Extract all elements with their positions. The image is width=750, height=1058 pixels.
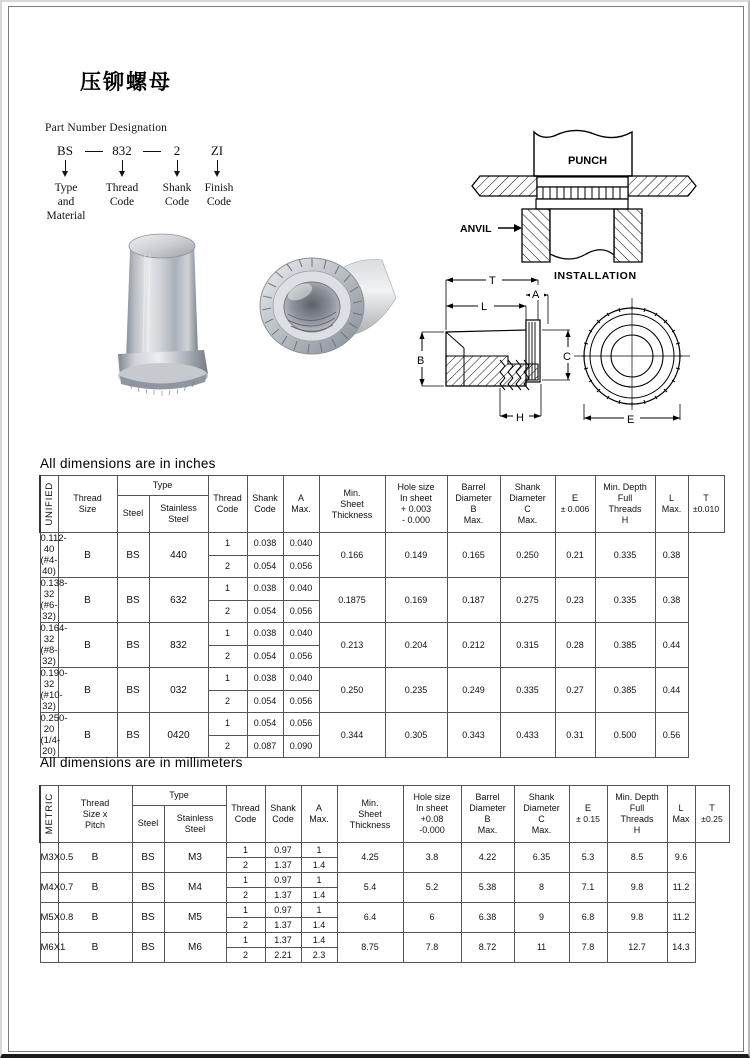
cell-e: 8 <box>514 873 569 903</box>
cell-a-max: 0.038 <box>247 578 283 601</box>
installation-diagram <box>442 114 728 284</box>
label-type-and-material <box>43 181 89 223</box>
cell-a-max: 1.37 <box>265 933 301 948</box>
cell-shank-dia: 0.343 <box>447 713 500 758</box>
table-row <box>40 533 724 556</box>
cell-thread-code: M6 <box>164 933 226 963</box>
cell-a-max: 0.087 <box>247 735 283 758</box>
th-thread-code: Thread Code <box>208 476 247 533</box>
cell-min-sheet: 0.056 <box>283 690 319 713</box>
metric-standard-label <box>40 786 58 843</box>
cell-min-depth: 0.23 <box>555 578 595 623</box>
cell-stainless: BS <box>132 873 164 903</box>
cell-shank-code: 2 <box>226 888 265 903</box>
table-row <box>40 933 729 948</box>
cell-thread-code: 0420 <box>149 713 208 758</box>
cell-shank-code: 2 <box>208 600 247 623</box>
cell-t: 0.44 <box>655 623 688 668</box>
cell-shank-dia: 8.72 <box>461 933 514 963</box>
th-thread-size-pitch: Thread Size x Pitch <box>58 786 132 843</box>
cell-a-max: 0.038 <box>247 533 283 556</box>
label-line: and <box>57 196 75 208</box>
table-row <box>40 668 724 691</box>
cell-thread-code: M4 <box>164 873 226 903</box>
cell-hole-size: 8.75 <box>337 933 403 963</box>
cell-a-max: 0.97 <box>265 873 301 888</box>
arrow-down-icon-type <box>65 160 66 174</box>
code-thread: 832 <box>112 143 132 158</box>
cell-e: 0.335 <box>500 668 555 713</box>
cell-stainless: BS <box>132 933 164 963</box>
table-row <box>40 903 729 918</box>
cell-hole-size: 4.25 <box>337 843 403 873</box>
label-line: Code <box>206 196 232 208</box>
cell-min-depth: 0.31 <box>555 713 595 758</box>
th-min-depth-full-threads: Min. Depth Full Threads H <box>595 476 655 533</box>
th-l: L Max <box>667 786 695 843</box>
cell-e: 6.35 <box>514 843 569 873</box>
cell-l: 0.500 <box>595 713 655 758</box>
product-photo-threaded-bore-nut <box>250 240 398 380</box>
cell-a-max: 0.054 <box>247 713 283 736</box>
cell-min-sheet: 1 <box>301 903 337 918</box>
cell-shank-code: 1 <box>226 873 265 888</box>
cell-barrel-dia: 7.8 <box>403 933 461 963</box>
th-a-max: A Max. <box>283 476 319 533</box>
cell-shank-code: 1 <box>208 713 247 736</box>
table-row <box>40 623 724 646</box>
label-line: Thread <box>105 182 139 194</box>
cell-hole-size: 0.166 <box>319 533 385 578</box>
anvil-label: ANVIL <box>460 223 492 235</box>
th-min-depth-full-threads: Min. Depth Full Threads H <box>607 786 667 843</box>
cell-t: 0.38 <box>655 578 688 623</box>
metric-standard-label-text: METRIC <box>43 793 55 835</box>
cell-thread-code: M3 <box>164 843 226 873</box>
dim-label-L: L <box>481 301 488 313</box>
th-l: L Max. <box>655 476 688 533</box>
label-line: Material <box>46 210 86 222</box>
cell-hole-size: 0.344 <box>319 713 385 758</box>
cell-a-max: 0.038 <box>247 668 283 691</box>
part-number-code-row <box>45 143 275 160</box>
cell-shank-dia: 0.212 <box>447 623 500 668</box>
code-finish: ZI <box>210 143 224 158</box>
dim-label-C: C <box>563 351 571 363</box>
cell-t: 0.56 <box>655 713 688 758</box>
cell-l: 0.385 <box>595 623 655 668</box>
cell-a-max: 1.37 <box>265 918 301 933</box>
cell-shank-code: 2 <box>208 735 247 758</box>
th-t: T ±0.25 <box>695 786 729 843</box>
cell-l: 0.335 <box>595 533 655 578</box>
cell-barrel-dia: 5.2 <box>403 873 461 903</box>
cell-e: 11 <box>514 933 569 963</box>
cell-min-depth: 5.3 <box>569 843 607 873</box>
th-shank-code: Shank Code <box>265 786 301 843</box>
label-line: Finish <box>204 182 234 194</box>
cell-shank-code: 1 <box>208 578 247 601</box>
th-shank-code: Shank Code <box>247 476 283 533</box>
cell-t: 11.2 <box>667 873 695 903</box>
table-row <box>40 578 724 601</box>
cell-barrel-dia: 0.149 <box>385 533 447 578</box>
cell-stainless: BS <box>117 578 149 623</box>
th-thread-size: Thread Size <box>58 476 117 533</box>
table-row <box>40 873 729 888</box>
th-barrel-diameter: Barrel Diameter B Max. <box>447 476 500 533</box>
cell-t: 14.3 <box>667 933 695 963</box>
cell-thread-code: 832 <box>149 623 208 668</box>
cell-thread-size: 0.164-32 (#8-32) <box>40 623 68 667</box>
cell-min-sheet: 1 <box>301 843 337 858</box>
code-type-material: BS <box>57 143 73 158</box>
code-shank: 2 <box>173 143 181 158</box>
cell-t: 0.38 <box>655 533 688 578</box>
metric-table-body <box>40 843 729 963</box>
label-shank-code <box>154 181 200 209</box>
cell-t: 9.6 <box>667 843 695 873</box>
th-steel: Steel <box>132 805 164 842</box>
cell-thread-size: M4X0.7 <box>40 873 58 903</box>
cell-shank-code: 2 <box>208 555 247 578</box>
cell-shank-dia: 4.22 <box>461 843 514 873</box>
cell-a-max: 0.054 <box>247 645 283 668</box>
th-stainless-steel: Stainless Steel <box>164 805 226 842</box>
th-thread-code: Thread Code <box>226 786 265 843</box>
cell-e: 0.433 <box>500 713 555 758</box>
cell-shank-code: 2 <box>226 918 265 933</box>
cell-a-max: 0.054 <box>247 690 283 713</box>
cell-min-sheet: 1.4 <box>301 918 337 933</box>
cell-stainless: BS <box>117 668 149 713</box>
cell-thread-size: 0.190-32 (#10-32) <box>40 668 68 712</box>
th-a-max: A Max. <box>301 786 337 843</box>
dim-label-T: T <box>489 275 496 287</box>
inch-header-row-1 <box>40 476 724 496</box>
th-shank-diameter: Shank Diameter C Max. <box>514 786 569 843</box>
cell-a-max: 1.37 <box>265 888 301 903</box>
cell-min-depth: 7.8 <box>569 933 607 963</box>
cell-min-depth: 0.27 <box>555 668 595 713</box>
table-row <box>40 843 729 858</box>
cell-stainless: BS <box>132 903 164 933</box>
cell-min-sheet: 1.4 <box>301 858 337 873</box>
cell-min-depth: 7.1 <box>569 873 607 903</box>
th-hole-size: Hole size In sheet + 0.003 - 0.000 <box>385 476 447 533</box>
part-number-designation-heading: Part Number Designation <box>45 122 168 134</box>
label-finish-code <box>197 181 241 209</box>
cell-steel: B <box>58 843 132 873</box>
th-type: Type <box>117 476 208 496</box>
inch-table-body <box>40 533 724 758</box>
arrow-down-icon-thread <box>122 160 123 174</box>
cell-min-sheet: 1 <box>301 873 337 888</box>
cell-min-sheet: 0.056 <box>283 713 319 736</box>
cell-thread-size: M5X0.8 <box>40 903 58 933</box>
cell-stainless: BS <box>132 843 164 873</box>
cell-e: 0.315 <box>500 623 555 668</box>
cell-shank-code: 1 <box>226 933 265 948</box>
cell-barrel-dia: 0.235 <box>385 668 447 713</box>
dimension-drawing <box>408 268 728 436</box>
table-row <box>40 713 724 736</box>
cell-steel: B <box>58 623 117 668</box>
th-barrel-diameter: Barrel Diameter B Max. <box>461 786 514 843</box>
cell-steel: B <box>58 903 132 933</box>
cell-shank-dia: 0.187 <box>447 578 500 623</box>
cell-steel: B <box>58 713 117 758</box>
cell-steel: B <box>58 533 117 578</box>
th-min-sheet-thickness: Min. Sheet Thickness <box>319 476 385 533</box>
dim-label-E: E <box>627 414 635 426</box>
cell-shank-code: 1 <box>226 843 265 858</box>
cell-min-depth: 0.21 <box>555 533 595 578</box>
code-separator-2 <box>143 151 161 152</box>
cell-barrel-dia: 0.305 <box>385 713 447 758</box>
th-shank-diameter: Shank Diameter C Max. <box>500 476 555 533</box>
dim-label-H: H <box>516 412 524 424</box>
cell-stainless: BS <box>117 533 149 578</box>
arrow-down-icon-finish <box>217 160 218 174</box>
cell-shank-code: 2 <box>226 858 265 873</box>
dim-label-A: A <box>532 289 540 301</box>
cell-a-max: 0.038 <box>247 623 283 646</box>
dim-label-B: B <box>417 355 425 367</box>
cell-min-sheet: 0.040 <box>283 533 319 556</box>
cell-shank-code: 2 <box>226 948 265 963</box>
cell-min-sheet: 0.056 <box>283 555 319 578</box>
installation-caption: INSTALLATION <box>554 270 637 282</box>
cell-e: 9 <box>514 903 569 933</box>
cell-thread-size: M6X1 <box>40 933 58 963</box>
cell-a-max: 1.37 <box>265 858 301 873</box>
cell-l: 9.8 <box>607 873 667 903</box>
label-line: Code <box>109 196 135 208</box>
cell-shank-dia: 6.38 <box>461 903 514 933</box>
cell-thread-size: 0.112-40 (#4-40) <box>40 533 67 577</box>
page-title: 压铆螺母 <box>80 70 172 94</box>
th-e: E ± 0.006 <box>555 476 595 533</box>
inch-standard-label <box>40 476 58 533</box>
part-number-label-row <box>45 181 275 229</box>
th-steel: Steel <box>117 495 149 532</box>
inch-spec-table <box>39 475 725 758</box>
metric-table-caption: All dimensions are in millimeters <box>40 755 243 770</box>
cell-min-sheet: 1.4 <box>301 888 337 903</box>
cell-min-sheet: 0.040 <box>283 578 319 601</box>
cell-l: 8.5 <box>607 843 667 873</box>
cell-t: 0.44 <box>655 668 688 713</box>
cell-a-max: 2.21 <box>265 948 301 963</box>
cell-thread-size: 0.138-32 (#6-32) <box>40 578 68 622</box>
cell-min-sheet: 0.056 <box>283 600 319 623</box>
label-thread-code <box>97 181 147 209</box>
cell-a-max: 0.054 <box>247 600 283 623</box>
cell-barrel-dia: 6 <box>403 903 461 933</box>
label-line: Shank <box>162 182 192 194</box>
cell-shank-code: 1 <box>208 623 247 646</box>
cell-thread-size: 0.250-20 (1/4-20) <box>40 713 68 757</box>
punch-label: PUNCH <box>568 155 608 167</box>
cell-hole-size: 0.250 <box>319 668 385 713</box>
part-number-designation <box>45 122 275 229</box>
inch-table-caption: All dimensions are in inches <box>40 456 216 471</box>
cell-min-depth: 6.8 <box>569 903 607 933</box>
cell-shank-code: 2 <box>208 645 247 668</box>
inch-standard-label-text: UNIFIED <box>43 482 55 526</box>
cell-a-max: 0.97 <box>265 903 301 918</box>
cell-steel: B <box>58 873 132 903</box>
cell-hole-size: 0.213 <box>319 623 385 668</box>
cell-min-sheet: 2.3 <box>301 948 337 963</box>
cell-l: 9.8 <box>607 903 667 933</box>
label-line: Type <box>54 182 78 194</box>
cell-hole-size: 5.4 <box>337 873 403 903</box>
cell-shank-code: 1 <box>226 903 265 918</box>
cell-stainless: BS <box>117 623 149 668</box>
cell-stainless: BS <box>117 713 149 758</box>
leader-arrow-icon <box>514 224 522 232</box>
cell-l: 0.335 <box>595 578 655 623</box>
cell-t: 11.2 <box>667 903 695 933</box>
cell-shank-dia: 5.38 <box>461 873 514 903</box>
cell-min-depth: 0.28 <box>555 623 595 668</box>
cell-min-sheet: 0.040 <box>283 668 319 691</box>
cell-shank-code: 1 <box>208 668 247 691</box>
cell-min-sheet: 0.056 <box>283 645 319 668</box>
cell-thread-code: 032 <box>149 668 208 713</box>
cell-steel: B <box>58 933 132 963</box>
cell-shank-dia: 0.165 <box>447 533 500 578</box>
cell-thread-code: 632 <box>149 578 208 623</box>
product-photo-upright-nut <box>112 224 232 396</box>
th-e: E ± 0.15 <box>569 786 607 843</box>
cell-a-max: 0.97 <box>265 843 301 858</box>
cell-thread-size: M3X0.5 <box>40 843 58 873</box>
cell-min-sheet: 1.4 <box>301 933 337 948</box>
part-number-arrow-row <box>45 160 275 181</box>
cell-e: 0.275 <box>500 578 555 623</box>
cell-l: 12.7 <box>607 933 667 963</box>
cell-shank-code: 1 <box>208 533 247 556</box>
cell-thread-code: 440 <box>149 533 208 578</box>
cell-thread-code: M5 <box>164 903 226 933</box>
th-hole-size: Hole size In sheet +0.08 -0.000 <box>403 786 461 843</box>
cell-shank-code: 2 <box>208 690 247 713</box>
cell-a-max: 0.054 <box>247 555 283 578</box>
th-type: Type <box>132 786 226 806</box>
cell-steel: B <box>58 578 117 623</box>
cell-min-sheet: 0.040 <box>283 623 319 646</box>
metric-spec-table <box>39 785 730 963</box>
th-stainless-steel: Stainless Steel <box>149 495 208 532</box>
metric-header-row-1 <box>40 786 729 806</box>
cell-hole-size: 6.4 <box>337 903 403 933</box>
cell-shank-dia: 0.249 <box>447 668 500 713</box>
cell-e: 0.250 <box>500 533 555 578</box>
label-line: Code <box>164 196 190 208</box>
cell-l: 0.385 <box>595 668 655 713</box>
cell-min-sheet: 0.090 <box>283 735 319 758</box>
cell-barrel-dia: 0.169 <box>385 578 447 623</box>
arrow-down-icon-shank <box>177 160 178 174</box>
cell-steel: B <box>58 668 117 713</box>
code-separator-1 <box>85 151 103 152</box>
cell-barrel-dia: 0.204 <box>385 623 447 668</box>
cell-hole-size: 0.1875 <box>319 578 385 623</box>
cell-barrel-dia: 3.8 <box>403 843 461 873</box>
th-min-sheet-thickness: Min. Sheet Thickness <box>337 786 403 843</box>
th-t: T ±0.010 <box>688 476 724 533</box>
